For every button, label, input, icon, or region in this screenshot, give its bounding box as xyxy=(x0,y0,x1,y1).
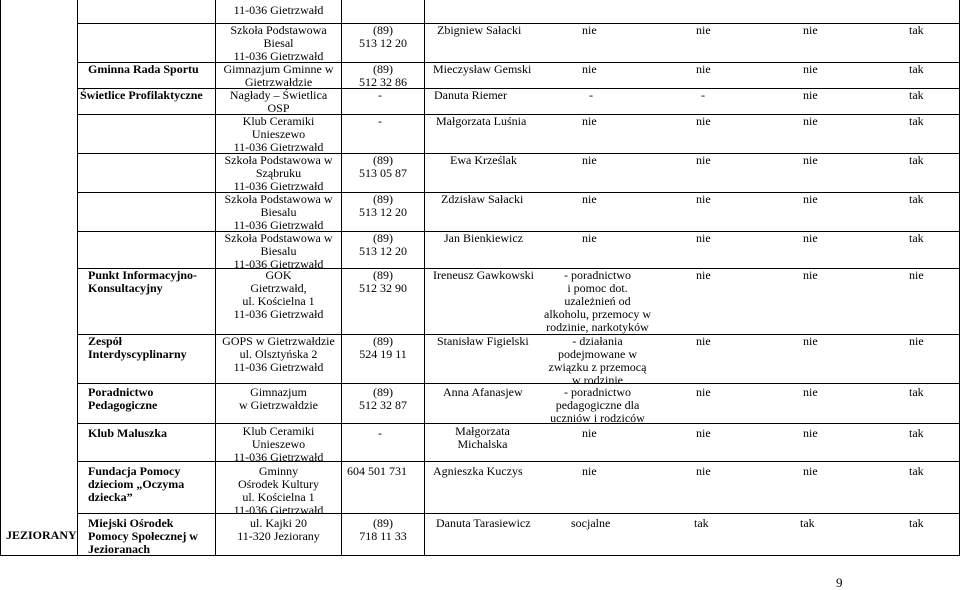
place-cell: Klub Ceramiki Unieszewo 11-036 Gietrzwałd xyxy=(233,424,324,464)
grid-line xyxy=(77,153,960,154)
person-cell: Ewa Krześlak xyxy=(450,153,517,167)
institution-cell: Punkt Informacyjno-Konsultacyjny xyxy=(88,268,198,295)
value-cell: - xyxy=(701,88,705,102)
value-cell: tak xyxy=(694,516,709,530)
place-cell: Szkoła Podstawowa w Sząbruku 11-036 Gietrzwałd xyxy=(224,153,333,193)
place-cell: ul. Kajki 20 11-320 Jeziorany xyxy=(237,516,320,543)
place-cell: GOK Gietrzwałd, ul. Kościelna 1 11-036 Gietrzwałd xyxy=(233,268,324,321)
phone-cell: (89) 524 19 11 xyxy=(359,334,407,361)
value-cell: nie xyxy=(696,231,711,245)
value-cell: nie xyxy=(582,464,597,478)
institution-cell: Fundacja Pomocy dzieciom „Oczyma dziecka” xyxy=(88,464,185,504)
person-cell: Zbigniew Sałacki xyxy=(437,23,522,37)
place-cell: 11-036 Gietrzwałd xyxy=(233,3,324,17)
value-cell: nie xyxy=(909,268,924,282)
value-cell: nie xyxy=(582,114,597,128)
phone-cell: - xyxy=(378,88,382,102)
value-cell: nie xyxy=(803,192,818,206)
value-cell: nie xyxy=(696,114,711,128)
value-cell: - działania podejmowane w związku z przemocą w rodzinie xyxy=(548,334,647,387)
value-cell: nie xyxy=(803,153,818,167)
person-cell: Ireneusz Gawkowski xyxy=(433,268,534,282)
person-cell: Danuta Riemer xyxy=(434,88,507,102)
value-cell: tak xyxy=(909,192,924,206)
value-cell: tak xyxy=(909,153,924,167)
value-cell: nie xyxy=(696,192,711,206)
value-cell: - xyxy=(589,88,593,102)
phone-cell: (89) 513 12 20 xyxy=(359,192,407,219)
person-cell: Małgorzata Luśnia xyxy=(436,114,527,128)
value-cell: nie xyxy=(696,268,711,282)
institution-cell: Klub Maluszka xyxy=(88,426,168,440)
person-cell: Jan Bienkiewicz xyxy=(444,231,523,245)
grid-line xyxy=(77,513,960,514)
value-cell: nie xyxy=(696,464,711,478)
institution-cell: Zespół Interdyscyplinarny xyxy=(88,334,187,361)
person-cell: Stanisław Figielski xyxy=(437,334,529,348)
place-cell: Nagłady – Świetlica OSP xyxy=(229,88,328,115)
phone-cell: - xyxy=(378,114,382,128)
value-cell: nie xyxy=(803,464,818,478)
person-cell: Małgorzata Michalska xyxy=(455,424,510,451)
value-cell: nie xyxy=(696,153,711,167)
grid-line xyxy=(0,0,1,555)
value-cell: tak xyxy=(909,464,924,478)
person-cell: Danuta Tarasiewicz xyxy=(436,516,531,530)
place-cell: Klub Ceramiki Unieszewo 11-036 Gietrzwałd xyxy=(233,114,324,154)
place-cell: Gimnazjum Gminne w Gietrzwałdzie xyxy=(223,62,334,89)
phone-cell: (89) 513 12 20 xyxy=(359,231,407,258)
grid-line xyxy=(77,423,960,424)
value-cell: tak xyxy=(909,88,924,102)
phone-cell: (89) 512 32 90 xyxy=(359,268,407,295)
value-cell: nie xyxy=(803,426,818,440)
value-cell: tak xyxy=(909,516,924,530)
value-cell: tak xyxy=(909,23,924,37)
place-cell: GOPS w Gietrzwałdzie ul. Olsztyńska 2 11-036 Gietrzwałd xyxy=(222,334,335,374)
value-cell: tak xyxy=(909,114,924,128)
value-cell: nie xyxy=(803,62,818,76)
value-cell: nie xyxy=(582,192,597,206)
value-cell: tak xyxy=(909,385,924,399)
value-cell: nie xyxy=(582,62,597,76)
value-cell: - poradnictwo i pomoc dot. uzależnień od alkoholu, przemocy w rodzinie, narkotyków xyxy=(544,268,651,334)
phone-cell: (89) 718 11 33 xyxy=(359,516,407,543)
value-cell: nie xyxy=(909,334,924,348)
value-cell: tak xyxy=(800,516,815,530)
grid-line xyxy=(77,461,960,462)
place-cell: Gminny Ośrodek Kultury ul. Kościelna 1 11-036 Gietrzwałd xyxy=(233,464,324,517)
phone-cell: (89) 512 32 87 xyxy=(359,385,407,412)
grid-line xyxy=(424,0,425,555)
grid-line xyxy=(77,0,78,555)
phone-cell: (89) 513 05 87 xyxy=(359,153,407,180)
value-cell: nie xyxy=(696,23,711,37)
value-cell: nie xyxy=(696,385,711,399)
value-cell: nie xyxy=(803,88,818,102)
institution-cell: Gminna Rada Sportu xyxy=(88,62,199,76)
value-cell: socjalne xyxy=(571,516,611,530)
grid-line xyxy=(77,88,960,89)
phone-cell: 604 501 731 xyxy=(347,464,407,478)
place-cell: Szkoła Podstawowa Biesal 11-036 Gietrzwałd xyxy=(230,23,327,63)
person-cell: Mieczysław Gemski xyxy=(433,62,532,76)
value-cell: nie xyxy=(696,62,711,76)
person-cell: Anna Afanasjew xyxy=(443,385,523,399)
value-cell: nie xyxy=(803,385,818,399)
institution-cell: Miejski Ośrodek Pomocy Społecznej w Jezioranach xyxy=(88,516,198,556)
phone-cell: (89) 513 12 20 xyxy=(359,23,407,50)
value-cell: tak xyxy=(909,62,924,76)
value-cell: nie xyxy=(803,114,818,128)
page-number: 9 xyxy=(836,575,843,590)
value-cell: tak xyxy=(909,426,924,440)
phone-cell: (89) 512 32 86 xyxy=(359,62,407,89)
value-cell: nie xyxy=(696,426,711,440)
value-cell: nie xyxy=(803,334,818,348)
grid-line xyxy=(77,383,960,384)
value-cell: nie xyxy=(803,268,818,282)
value-cell: nie xyxy=(803,231,818,245)
institution-cell: Świetlice Profilaktyczne xyxy=(80,88,203,102)
value-cell: - poradnictwo pedagogiczne dla uczniów i rodziców xyxy=(550,385,645,425)
place-cell: Gimnazjum w Gietrzwałdzie xyxy=(239,385,318,412)
person-cell: Agnieszka Kuczys xyxy=(433,464,523,478)
value-cell: nie xyxy=(582,153,597,167)
value-cell: nie xyxy=(582,23,597,37)
value-cell: nie xyxy=(582,426,597,440)
place-cell: Szkoła Podstawowa w Biesalu 11-036 Gietrzwałd xyxy=(224,192,333,232)
institution-cell: Poradnictwo Pedagogiczne xyxy=(88,385,158,412)
value-cell: nie xyxy=(582,231,597,245)
value-cell: nie xyxy=(803,23,818,37)
person-cell: Zdzisław Sałacki xyxy=(441,192,524,206)
place-cell: Szkoła Podstawowa w Biesalu 11-036 Gietrzwałd xyxy=(224,231,333,271)
value-cell: nie xyxy=(696,334,711,348)
value-cell: tak xyxy=(909,231,924,245)
phone-cell: - xyxy=(378,426,382,440)
district-label: JEZIORANY xyxy=(6,528,77,542)
